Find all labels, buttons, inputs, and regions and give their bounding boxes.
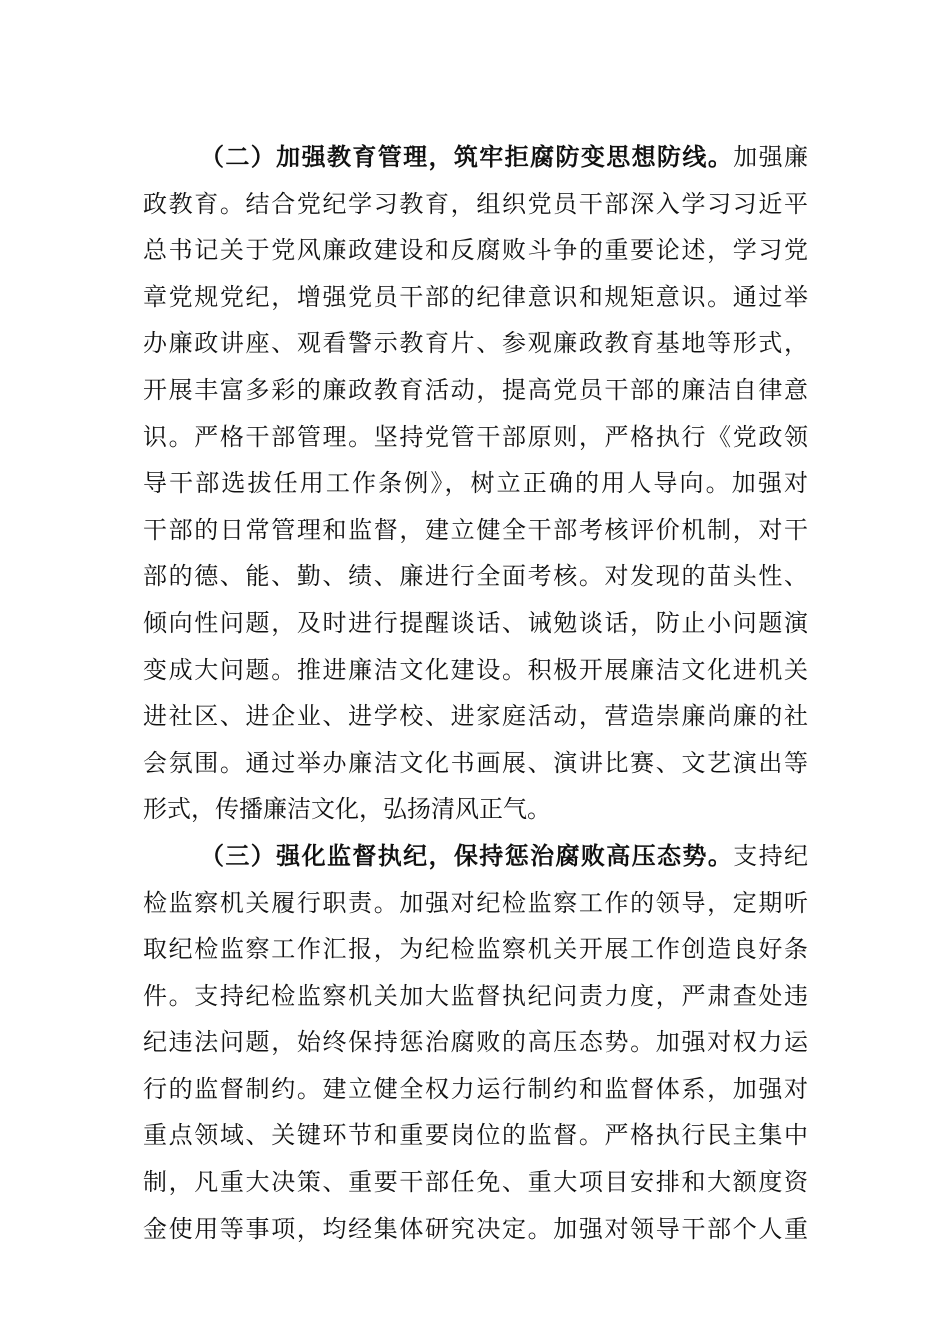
section-heading: （二）加强教育管理，筑牢拒腐防变思想防线。 [200,143,734,171]
document-page [143,134,808,1252]
text-line: 形式，传播廉洁文化，弘扬清风正气。 [143,795,551,824]
text-line: 行的监督制约。建立健全权力运行制约和监督体系，加强对 [143,1074,808,1103]
text-line: 变成大问题。推进廉洁文化建设。积极开展廉洁文化进机关 [143,655,808,684]
text-line: 纪违法问题，始终保持惩治腐败的高压态势。加强对权力运 [143,1028,808,1057]
text-line: 件。支持纪检监察机关加大监督执纪问责力度，严肃查处违 [143,981,808,1010]
section-heading: （三）强化监督执纪，保持惩治腐败高压态势。 [200,841,734,870]
text-line: 开展丰富多彩的廉政教育活动，提高党员干部的廉洁自律意 [143,375,808,404]
text-line: 办廉政讲座、观看警示教育片、参观廉政教育基地等形式， [143,329,808,358]
text-line: 金使用等事项，均经集体研究决定。加强对领导干部个人重 [143,1214,808,1243]
text-line: 会氛围。通过举办廉洁文化书画展、演讲比赛、文艺演出等 [143,748,808,777]
text-line: 进社区、进企业、进学校、进家庭活动，营造崇廉尚廉的社 [143,702,808,731]
paragraph-supervision-discipline [143,833,808,1252]
text-line: 干部的日常管理和监督，建立健全干部考核评价机制，对干 [143,515,808,544]
text-line: 重点领域、关键环节和重要岗位的监督。严格执行民主集中 [143,1121,808,1150]
paragraph-education-management [143,134,808,833]
paragraph-first-line [143,833,808,880]
text-line: 政教育。结合党纪学习教育，组织党员干部深入学习习近平 [143,189,808,218]
text-line: 制，凡重大决策、重要干部任免、重大项目安排和大额度资 [143,1168,808,1197]
text-line: 总书记关于党风廉政建设和反腐败斗争的重要论述，学习党 [143,236,808,265]
text-line: 部的德、能、勤、绩、廉进行全面考核。对发现的苗头性、 [143,562,808,591]
text-line: 导干部选拔任用工作条例》，树立正确的用人导向。加强对 [143,469,808,498]
text-span: 支持纪 [733,841,808,870]
text-line: 检监察机关履行职责。加强对纪检监察工作的领导，定期听 [143,888,808,917]
text-line: 取纪检监察工作汇报，为纪检监察机关开展工作创造良好条 [143,935,808,964]
text-line: 识。严格干部管理。坚持党管干部原则，严格执行《党政领 [143,422,808,451]
text-line: 章党规党纪，增强党员干部的纪律意识和规矩意识。通过举 [143,282,808,311]
text-line: 倾向性问题，及时进行提醒谈话、诫勉谈话，防止小问题演 [143,608,808,637]
text-span: 加强廉 [733,143,808,171]
paragraph-first-line [143,134,808,181]
